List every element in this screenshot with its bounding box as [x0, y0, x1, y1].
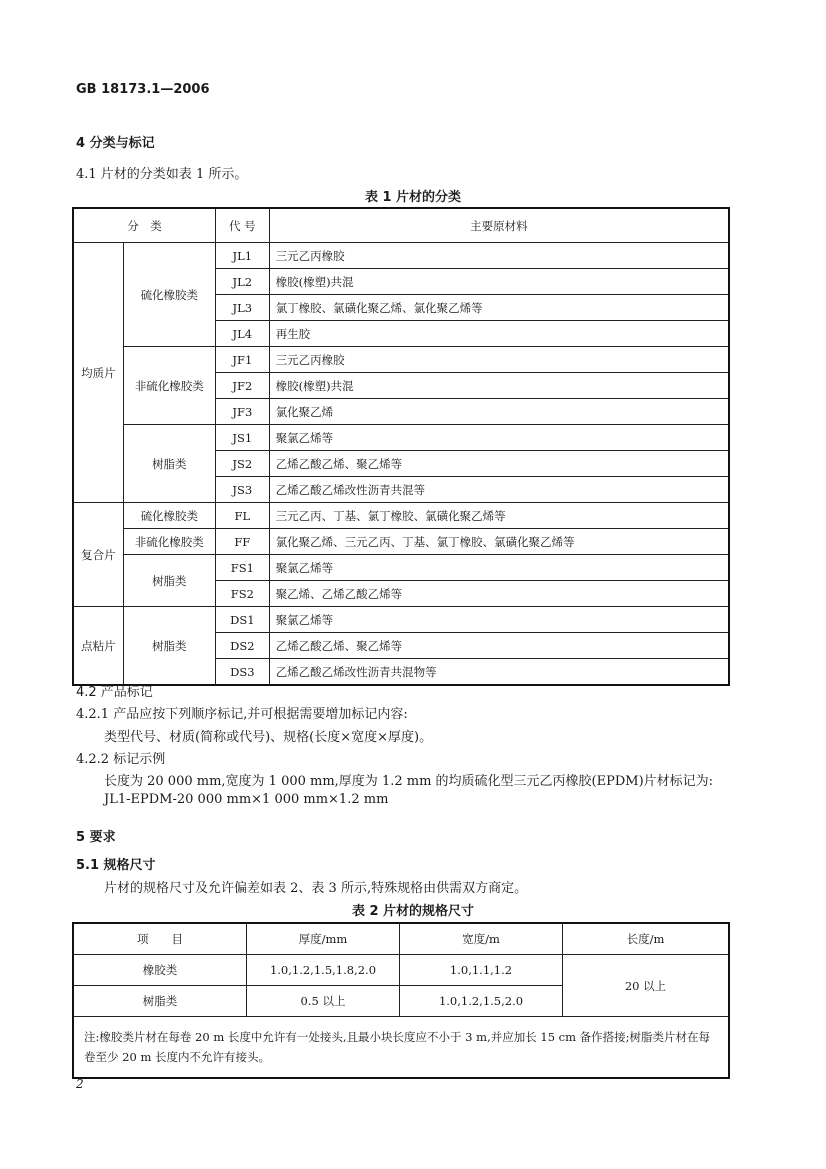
subgroup-name: 树脂类 [123, 607, 215, 686]
section-5-1-text: 片材的规格尺寸及允许偏差如表 2、表 3 所示,特殊规格由供需双方商定。 [104, 881, 528, 896]
code-cell: JL1 [215, 243, 269, 269]
table2-dimensions [72, 922, 730, 1079]
table-header-row [73, 208, 729, 243]
material-cell: 氯化聚乙烯 [269, 399, 729, 425]
material-cell: 聚氯乙烯等 [269, 425, 729, 451]
item-cell: 橡胶类 [73, 955, 247, 986]
code-cell: JS1 [215, 425, 269, 451]
code-cell: FF [215, 529, 269, 555]
material-cell: 乙烯乙酸乙烯改性沥青共混等 [269, 477, 729, 503]
section-5-title: 5 要求 [76, 830, 116, 845]
section-5-1-title: 5.1 规格尺寸 [76, 858, 156, 873]
subgroup-name: 非硫化橡胶类 [123, 529, 215, 555]
table-header-row [73, 923, 729, 955]
material-cell: 乙烯乙酸乙烯、聚乙烯等 [269, 451, 729, 477]
material-cell: 乙烯乙酸乙烯、聚乙烯等 [269, 633, 729, 659]
table-row [73, 243, 729, 269]
material-cell: 三元乙丙橡胶 [269, 347, 729, 373]
material-cell: 再生胶 [269, 321, 729, 347]
header-item: 项 目 [73, 923, 247, 955]
header-width: 宽度/m [400, 923, 563, 955]
header-category: 分 类 [73, 208, 215, 243]
section-4-title: 4 分类与标记 [76, 136, 155, 151]
width-cell: 1.0,1.1,1.2 [400, 955, 563, 986]
group-name: 均质片 [73, 243, 123, 503]
code-cell: JL4 [215, 321, 269, 347]
section-4-2-title: 4.2 产品标记 [76, 685, 153, 700]
width-cell: 1.0,1.2,1.5,2.0 [400, 986, 563, 1017]
code-cell: JF2 [215, 373, 269, 399]
table2-note: 注:橡胶类片材在每卷 20 m 长度中允许有一处接头,且最小块长度应不小于 3 m,并应加长 15 cm 备作搭接;树脂类片材在每卷至少 20 m 长度内不允许有接头。 [73, 1017, 729, 1079]
header-length: 长度/m [563, 923, 730, 955]
subgroup-name: 硫化橡胶类 [123, 243, 215, 347]
code-cell: FL [215, 503, 269, 529]
table-row [73, 607, 729, 633]
code-cell: JF3 [215, 399, 269, 425]
subgroup-name: 硫化橡胶类 [123, 503, 215, 529]
code-cell: FS1 [215, 555, 269, 581]
table1-classification [72, 207, 730, 686]
code-cell: DS1 [215, 607, 269, 633]
material-cell: 聚氯乙烯等 [269, 555, 729, 581]
code-cell: FS2 [215, 581, 269, 607]
material-cell: 氯化聚乙烯、三元乙丙、丁基、氯丁橡胶、氯磺化聚乙烯等 [269, 529, 729, 555]
code-cell: DS2 [215, 633, 269, 659]
subgroup-name: 非硫化橡胶类 [123, 347, 215, 425]
code-cell: JL3 [215, 295, 269, 321]
standard-number: GB 18173.1—2006 [76, 82, 210, 97]
table-row [73, 529, 729, 555]
table2-caption: 表 2 片材的规格尺寸 [351, 904, 475, 919]
code-cell: JS3 [215, 477, 269, 503]
material-cell: 氯丁橡胶、氯磺化聚乙烯、氯化聚乙烯等 [269, 295, 729, 321]
table-note-row [73, 1017, 729, 1079]
thickness-cell: 0.5 以上 [247, 986, 400, 1017]
code-cell: JF1 [215, 347, 269, 373]
material-cell: 聚氯乙烯等 [269, 607, 729, 633]
group-name: 复合片 [73, 503, 123, 607]
table-row [73, 955, 729, 986]
header-code: 代 号 [215, 208, 269, 243]
section-4-1-text: 4.1 片材的分类如表 1 所示。 [76, 167, 248, 182]
length-cell: 20 以上 [563, 955, 730, 1017]
group-name: 点粘片 [73, 607, 123, 686]
material-cell: 聚乙烯、乙烯乙酸乙烯等 [269, 581, 729, 607]
material-cell: 乙烯乙酸乙烯改性沥青共混物等 [269, 659, 729, 686]
item-cell: 树脂类 [73, 986, 247, 1017]
section-4-2-1-line2: 类型代号、材质(简称或代号)、规格(长度×宽度×厚度)。 [104, 730, 433, 745]
material-cell: 三元乙丙橡胶 [269, 243, 729, 269]
table-row [73, 503, 729, 529]
subgroup-name: 树脂类 [123, 555, 215, 607]
subgroup-name: 树脂类 [123, 425, 215, 503]
table1-caption: 表 1 片材的分类 [364, 190, 462, 205]
material-cell: 橡胶(橡塑)共混 [269, 269, 729, 295]
table-row [73, 555, 729, 581]
header-thickness: 厚度/mm [247, 923, 400, 955]
section-4-2-2-line1: 长度为 20 000 mm,宽度为 1 000 mm,厚度为 1.2 mm 的均质硫化型三元乙丙橡胶(EPDM)片材标记为: [104, 774, 714, 789]
material-cell: 橡胶(橡塑)共混 [269, 373, 729, 399]
table-row [73, 347, 729, 373]
code-cell: JS2 [215, 451, 269, 477]
section-4-2-1-text: 4.2.1 产品应按下列顺序标记,并可根据需要增加标记内容: [76, 707, 408, 722]
table-row [73, 425, 729, 451]
section-4-2-2-title: 4.2.2 标记示例 [76, 752, 166, 767]
thickness-cell: 1.0,1.2,1.5,1.8,2.0 [247, 955, 400, 986]
code-cell: JL2 [215, 269, 269, 295]
code-cell: DS3 [215, 659, 269, 686]
header-material: 主要原材料 [269, 208, 729, 243]
section-4-2-2-line2: JL1-EPDM-20 000 mm×1 000 mm×1.2 mm [104, 792, 389, 807]
page-number: 2 [76, 1077, 84, 1091]
material-cell: 三元乙丙、丁基、氯丁橡胶、氯磺化聚乙烯等 [269, 503, 729, 529]
